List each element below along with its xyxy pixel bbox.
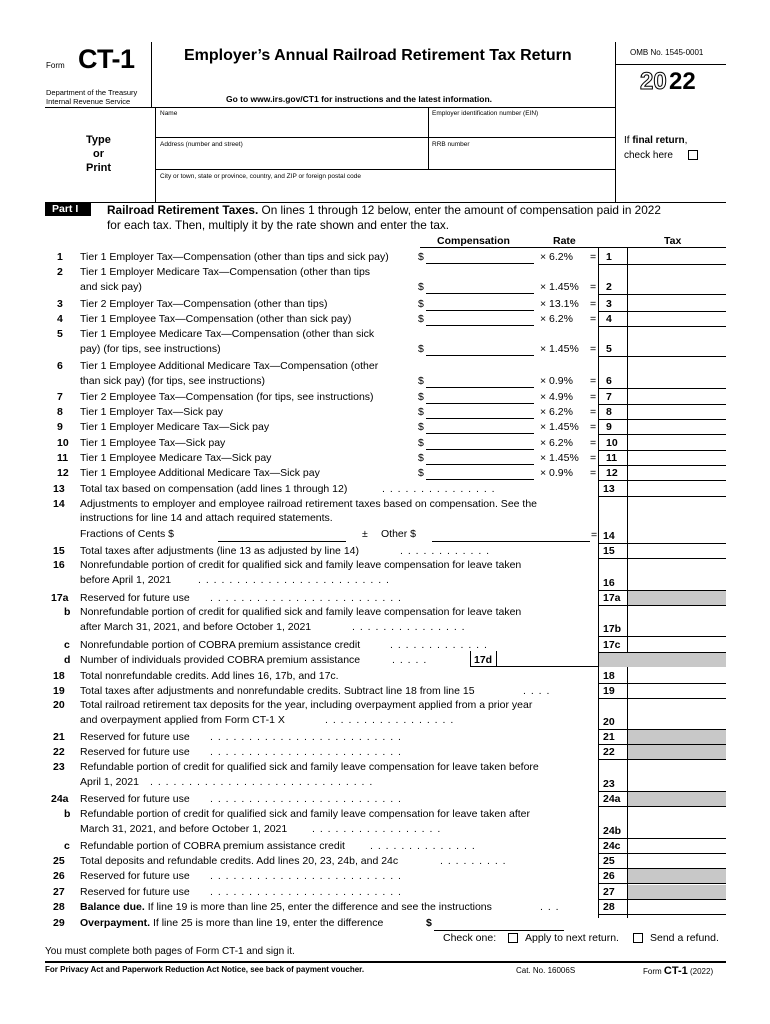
line-text: Tier 1 Employee Additional Medicare Tax—Sick pay	[80, 467, 320, 479]
equals-sign: =	[590, 421, 597, 433]
equals-sign: =	[590, 343, 597, 355]
tax-line-number: 25	[603, 855, 615, 867]
equals-sign: =	[590, 298, 597, 310]
address-label: Address (number and street)	[160, 141, 243, 148]
tax-line-number: 5	[606, 343, 612, 355]
check-one-label: Check one:	[443, 932, 497, 944]
tax-line-number: 24b	[603, 825, 622, 837]
line-17a-text: Reserved for future use	[80, 592, 190, 604]
line-16-text: Nonrefundable portion of credit for qualified sick and family leave compensation for leave taken	[80, 559, 522, 571]
tax-input[interactable]	[628, 777, 725, 790]
line-20-text: Total railroad retirement tax deposits for the year, including overpayment applied from a prior year	[80, 699, 533, 711]
tax-input[interactable]	[628, 280, 725, 293]
leader-dots: . . . . . . . . . . . . . . .	[382, 483, 496, 495]
tax-line-number: 18	[603, 670, 615, 682]
dollar-sign: $	[418, 452, 424, 464]
tax-line-number: 4	[606, 313, 612, 325]
tax-line-number: 17b	[603, 623, 622, 635]
line-17b-text: Nonrefundable portion of credit for qualified sick and family leave compensation for leave taken	[80, 606, 522, 618]
tax-input[interactable]	[628, 824, 725, 837]
line-text: Tier 1 Employee Medicare Tax—Sick pay	[80, 452, 272, 464]
tax-input[interactable]	[628, 638, 725, 651]
line-24b-text: Refundable portion of credit for qualified sick and family leave compensation for leave taken after	[80, 808, 531, 820]
type-label-2: or	[93, 148, 104, 160]
compensation-input[interactable]	[426, 374, 534, 387]
tax-input[interactable]	[628, 529, 725, 542]
part1-tag: Part I	[52, 203, 79, 215]
line-text-2: pay) (for tips, see instructions)	[80, 343, 221, 355]
other-input[interactable]	[432, 528, 590, 541]
final-return-checkbox[interactable]	[688, 150, 698, 160]
equals-sign: =	[590, 406, 597, 418]
tax-line-number: 3	[606, 298, 612, 310]
tax-input[interactable]	[628, 420, 725, 433]
shaded-cell	[628, 792, 726, 806]
line-29-text: Overpayment. If line 25 is more than line 19, enter the difference	[80, 917, 384, 929]
line-number: 6	[57, 360, 63, 372]
shaded-cell	[599, 653, 726, 667]
equals-sign: =	[590, 452, 597, 464]
compensation-input[interactable]	[426, 390, 534, 403]
dollar-sign: $	[426, 917, 432, 929]
tax-input[interactable]	[628, 854, 725, 867]
line-text: Tier 1 Employee Tax—Sick pay	[80, 437, 226, 449]
final-return-check-text: check here	[624, 150, 673, 161]
leader-dots: . . . . .	[392, 654, 428, 666]
line-17c-text: Nonrefundable portion of COBRA premium assistance credit	[80, 639, 361, 651]
line-24a-text: Reserved for future use	[80, 793, 190, 805]
tax-line-number: 9	[606, 421, 612, 433]
rate: × 1.45%	[540, 281, 579, 293]
tax-input[interactable]	[628, 715, 725, 728]
line-text: Tier 1 Employee Additional Medicare Tax—Compensation (other	[80, 360, 379, 372]
line-23-text-2: April 1, 2021	[80, 776, 139, 788]
line-number: b	[64, 808, 71, 820]
tax-input[interactable]	[628, 669, 725, 682]
cobra-count-input[interactable]	[497, 652, 597, 665]
must-complete: You must complete both pages of Form CT-1 and sign it.	[45, 946, 295, 957]
leader-dots: . . . . . . . . . . . . . . . . . . . . . . . . .	[210, 746, 402, 758]
tax-input[interactable]	[628, 900, 725, 913]
dept-line1: Department of the Treasury	[46, 88, 138, 97]
tax-input[interactable]	[628, 436, 725, 449]
compensation-input[interactable]	[426, 436, 534, 449]
shaded-cell	[628, 869, 726, 883]
form-word: Form	[46, 61, 65, 70]
line-number: 22	[53, 746, 65, 758]
dollar-sign: $	[418, 298, 424, 310]
tax-input[interactable]	[628, 482, 725, 495]
tax-input[interactable]	[628, 466, 725, 479]
fractions-label: Fractions of Cents $	[80, 528, 174, 540]
line-number: c	[64, 639, 70, 651]
line-14-text: Adjustments to employer and employee railroad retirement taxes based on compensation. See the	[80, 498, 538, 510]
line-number: 2	[57, 266, 63, 278]
dollar-sign: $	[418, 391, 424, 403]
year-bold: 22	[669, 68, 696, 95]
dollar-sign: $	[418, 467, 424, 479]
leader-dots: . . . . . . . . . . . . .	[390, 639, 488, 651]
dept-line2: Internal Revenue Service	[46, 97, 131, 106]
leader-dots: . . . . . . . . . . . . . . . . .	[325, 714, 455, 726]
tax-line-number: 6	[606, 375, 612, 387]
compensation-input[interactable]	[426, 405, 534, 418]
dollar-sign: $	[418, 437, 424, 449]
dollar-sign: $	[418, 313, 424, 325]
tax-input[interactable]	[628, 684, 725, 697]
fractions-input[interactable]	[218, 528, 346, 541]
line-24c-text: Refundable portion of COBRA premium assistance credit	[80, 840, 345, 852]
line-number: 14	[53, 498, 65, 510]
name-label: Name	[160, 110, 178, 117]
leader-dots: . . . . . . . . . . . . . . . . . . . . . . . . .	[210, 793, 402, 805]
compensation-input[interactable]	[426, 280, 534, 293]
rate: × 13.1%	[540, 298, 579, 310]
dollar-sign: $	[418, 251, 424, 263]
rrb-field[interactable]	[430, 151, 613, 167]
line-number: 17a	[51, 592, 69, 604]
rate: × 1.45%	[540, 421, 579, 433]
tax-input[interactable]	[628, 312, 725, 325]
leader-dots: . . . . . . . . . . . . . . . . .	[312, 823, 442, 835]
line-number: 4	[57, 313, 63, 325]
equals-sign: =	[590, 437, 597, 449]
line-28-text: Balance due. If line 19 is more than line 25, enter the difference and see the instructions	[80, 901, 492, 913]
leader-dots: . . . . . . . . .	[440, 855, 507, 867]
tax-input[interactable]	[628, 297, 725, 310]
part1-title: Railroad Retirement Taxes. On lines 1 through 12 below, enter the amount of compensation paid in 2022	[107, 203, 661, 217]
shaded-cell	[628, 745, 726, 759]
dollar-sign: $	[418, 343, 424, 355]
line-number: 3	[57, 298, 63, 310]
line-text: Tier 2 Employee Tax—Compensation (for tips, see instructions)	[80, 391, 374, 403]
line-27-text: Reserved for future use	[80, 886, 190, 898]
line-number: 15	[53, 545, 65, 557]
overpayment-input[interactable]	[434, 917, 564, 930]
line-number: 7	[57, 391, 63, 403]
rate: × 4.9%	[540, 391, 573, 403]
leader-dots: . . . . . . . . . . . . . . . . . . . . . . . . .	[210, 870, 402, 882]
other-label: Other $	[381, 528, 417, 540]
line-23-text: Refundable portion of credit for qualified sick and family leave compensation for leave taken before	[80, 761, 539, 773]
line-17b-text-2: after March 31, 2021, and before October 1, 2021	[80, 621, 312, 633]
tax-input[interactable]	[628, 622, 725, 635]
tax-input[interactable]	[628, 342, 725, 355]
line-number: 1	[57, 251, 63, 263]
line-text: Tier 1 Employee Tax—Compensation (other than sick pay)	[80, 313, 352, 325]
tax-line-number: 7	[606, 391, 612, 403]
equals-sign: =	[590, 375, 597, 387]
rate: × 6.2%	[540, 406, 573, 418]
tax-line-number: 22	[603, 746, 615, 758]
tax-input[interactable]	[628, 576, 725, 589]
line-25-text: Total deposits and refundable credits. Add lines 20, 23, 24b, and 24c	[80, 855, 399, 867]
dollar-sign: $	[418, 421, 424, 433]
tax-line-number: 15	[603, 545, 615, 557]
send-refund-label: Send a refund.	[650, 932, 719, 944]
shaded-cell	[628, 885, 726, 899]
line-17d-text: Number of individuals provided COBRA premium assistance	[80, 654, 361, 666]
tax-input[interactable]	[628, 839, 725, 852]
line-26-text: Reserved for future use	[80, 870, 190, 882]
tax-line-number: 28	[603, 901, 615, 913]
type-label-3: Print	[86, 162, 112, 174]
compensation-input[interactable]	[426, 297, 534, 310]
city-label: City or town, state or province, country, and ZIP or foreign postal code	[160, 173, 361, 180]
tax-line-number: 1	[606, 251, 612, 263]
line-number: 12	[57, 467, 69, 479]
line-text: Tier 1 Employer Tax—Compensation (other than tips and sick pay)	[80, 251, 389, 263]
tax-line-number: 24a	[603, 793, 621, 805]
tax-line-number: 16	[603, 577, 615, 589]
rrb-label: RRB number	[432, 141, 470, 148]
compensation-input[interactable]	[426, 420, 534, 433]
col-rate: Rate	[553, 235, 576, 247]
equals-sign: =	[590, 313, 597, 325]
line-number: 5	[57, 328, 63, 340]
line-24b-text-2: March 31, 2021, and before October 1, 2021	[80, 823, 288, 835]
rate: × 0.9%	[540, 375, 573, 387]
tax-input[interactable]	[628, 405, 725, 418]
line-number: 21	[53, 731, 65, 743]
line-number: 18	[53, 670, 65, 682]
compensation-input[interactable]	[426, 342, 534, 355]
address-field[interactable]	[156, 151, 426, 167]
tax-line-number: 10	[606, 437, 618, 449]
final-return-text: If final return,	[624, 135, 688, 146]
line-number: 25	[53, 855, 65, 867]
goto-instructions: Go to www.irs.gov/CT1 for instructions and the latest information.	[226, 94, 493, 104]
omb-number: OMB No. 1545-0001	[630, 48, 704, 57]
line-number: 8	[57, 406, 63, 418]
rate: × 6.2%	[540, 313, 573, 325]
line-number: 9	[57, 421, 63, 433]
tax-line-number: 12	[606, 467, 618, 479]
tax-line-number: 8	[606, 406, 612, 418]
line-text: Tier 1 Employer Medicare Tax—Sick pay	[80, 421, 270, 433]
ein-label: Employer identification number (EIN)	[432, 110, 539, 117]
leader-dots: . . . .	[523, 685, 551, 697]
tax-line-number: 24c	[603, 840, 621, 852]
line-15-text: Total taxes after adjustments (line 13 as adjusted by line 14)	[80, 545, 359, 557]
tax-input[interactable]	[628, 250, 725, 263]
rate: × 0.9%	[540, 467, 573, 479]
cat-number: Cat. No. 16006S	[516, 966, 576, 975]
shaded-cell	[628, 730, 726, 744]
line-number: 28	[53, 901, 65, 913]
equals-sign: =	[591, 529, 598, 541]
line-18-text: Total nonrefundable credits. Add lines 16, 17b, and 17c.	[80, 670, 339, 682]
apply-next-return-checkbox[interactable]	[508, 933, 518, 943]
part1-title-line2: for each tax. Then, multiply it by the rate shown and enter the tax.	[107, 218, 450, 232]
line-number: b	[64, 606, 71, 618]
line-text-2: and sick pay)	[80, 281, 142, 293]
year-outline: 20	[640, 68, 667, 95]
rate: × 6.2%	[540, 437, 573, 449]
line-text-2: than sick pay) (for tips, see instructions)	[80, 375, 265, 387]
plus-minus: ±	[362, 528, 368, 540]
rate: × 1.45%	[540, 343, 579, 355]
leader-dots: . . . . . . . . . . . .	[400, 545, 491, 557]
tax-line-number: 2	[606, 281, 612, 293]
tax-line-number: 26	[603, 870, 615, 882]
col-compensation: Compensation	[437, 235, 510, 247]
leader-dots: . . . . . . . . . . . . . . . . . . . . . . . . .	[210, 886, 402, 898]
dollar-sign: $	[418, 406, 424, 418]
form-title: Employer’s Annual Railroad Retirement Tax Return	[184, 47, 572, 64]
line-text: Tier 2 Employer Tax—Compensation (other than tips)	[80, 298, 328, 310]
line-19-text: Total taxes after adjustments and nonrefundable credits. Subtract line 18 from line 15	[80, 685, 475, 697]
line-number: 10	[57, 437, 69, 449]
tax-line-number: 11	[606, 452, 618, 464]
ein-field[interactable]	[430, 120, 613, 136]
leader-dots: . . . . . . . . . . . . . . . . . . . . . . . . .	[210, 731, 402, 743]
form-id: CT-1	[78, 44, 135, 74]
line-17d-box-label: 17d	[474, 654, 493, 666]
tax-line-number: 27	[603, 886, 615, 898]
line-text: Tier 1 Employer Medicare Tax—Compensation (other than tips	[80, 266, 371, 278]
send-refund-checkbox[interactable]	[633, 933, 643, 943]
line-20-text-2: and overpayment applied from Form CT-1 X	[80, 714, 285, 726]
line-text: Tier 1 Employer Tax—Sick pay	[80, 406, 223, 418]
line-number: d	[64, 654, 71, 666]
tax-line-number: 17a	[603, 592, 621, 604]
tax-input[interactable]	[628, 374, 725, 387]
equals-sign: =	[590, 391, 597, 403]
line-number: 29	[53, 917, 65, 929]
line-13-text: Total tax based on compensation (add lines 1 through 12)	[80, 483, 348, 495]
city-field[interactable]	[156, 183, 612, 200]
equals-sign: =	[590, 251, 597, 263]
dollar-sign: $	[418, 281, 424, 293]
tax-line-number: 13	[603, 483, 615, 495]
line-number: 16	[53, 559, 65, 571]
compensation-input[interactable]	[426, 466, 534, 479]
line-number: 11	[57, 452, 69, 464]
leader-dots: . . . . . . . . . . . . . . . . . . . . . . . . .	[210, 592, 402, 604]
leader-dots: . . . . . . . . . . . . . . . . . . . . . . . . .	[198, 574, 390, 586]
tax-line-number: 14	[603, 530, 615, 542]
rate: × 6.2%	[540, 251, 573, 263]
line-number: 20	[53, 699, 65, 711]
line-number: c	[64, 840, 70, 852]
footer-form: Form CT-1 (2022)	[643, 965, 714, 977]
type-label-1: Type	[86, 134, 111, 146]
col-tax: Tax	[664, 235, 682, 247]
shaded-cell	[628, 591, 726, 605]
line-21-text: Reserved for future use	[80, 731, 190, 743]
equals-sign: =	[590, 281, 597, 293]
dollar-sign: $	[418, 375, 424, 387]
tax-input[interactable]	[628, 451, 725, 464]
line-22-text: Reserved for future use	[80, 746, 190, 758]
compensation-input[interactable]	[426, 451, 534, 464]
line-number: 24a	[51, 793, 69, 805]
tax-line-number: 20	[603, 716, 615, 728]
equals-sign: =	[590, 467, 597, 479]
line-number: 13	[53, 483, 65, 495]
tax-line-number: 17c	[603, 639, 621, 651]
leader-dots: . . . . . . . . . . . . . . . . . . . . . . . . . . . . .	[150, 776, 374, 788]
line-number: 23	[53, 761, 65, 773]
leader-dots: . . .	[540, 901, 560, 913]
compensation-input[interactable]	[426, 312, 534, 325]
line-number: 19	[53, 685, 65, 697]
leader-dots: . . . . . . . . . . . . . . .	[352, 621, 466, 633]
tax-line-number: 23	[603, 778, 615, 790]
leader-dots: . . . . . . . . . . . . . .	[370, 840, 476, 852]
line-16-text-2: before April 1, 2021	[80, 574, 172, 586]
privacy-notice: For Privacy Act and Paperwork Reduction Act Notice, see back of payment voucher.	[45, 965, 365, 974]
line-text: Tier 1 Employee Medicare Tax—Compensation (other than sick	[80, 328, 375, 340]
tax-input[interactable]	[628, 390, 725, 403]
line-number: 27	[53, 886, 65, 898]
tax-line-number: 19	[603, 685, 615, 697]
tax-line-number: 21	[603, 731, 615, 743]
apply-next-label: Apply to next return.	[525, 932, 619, 944]
line-number: 26	[53, 870, 65, 882]
name-field[interactable]	[156, 120, 426, 136]
tax-input[interactable]	[628, 544, 725, 557]
line-14-text-2: instructions for line 14 and attach required statements.	[80, 512, 333, 524]
compensation-input[interactable]	[426, 250, 534, 263]
rate: × 1.45%	[540, 452, 579, 464]
